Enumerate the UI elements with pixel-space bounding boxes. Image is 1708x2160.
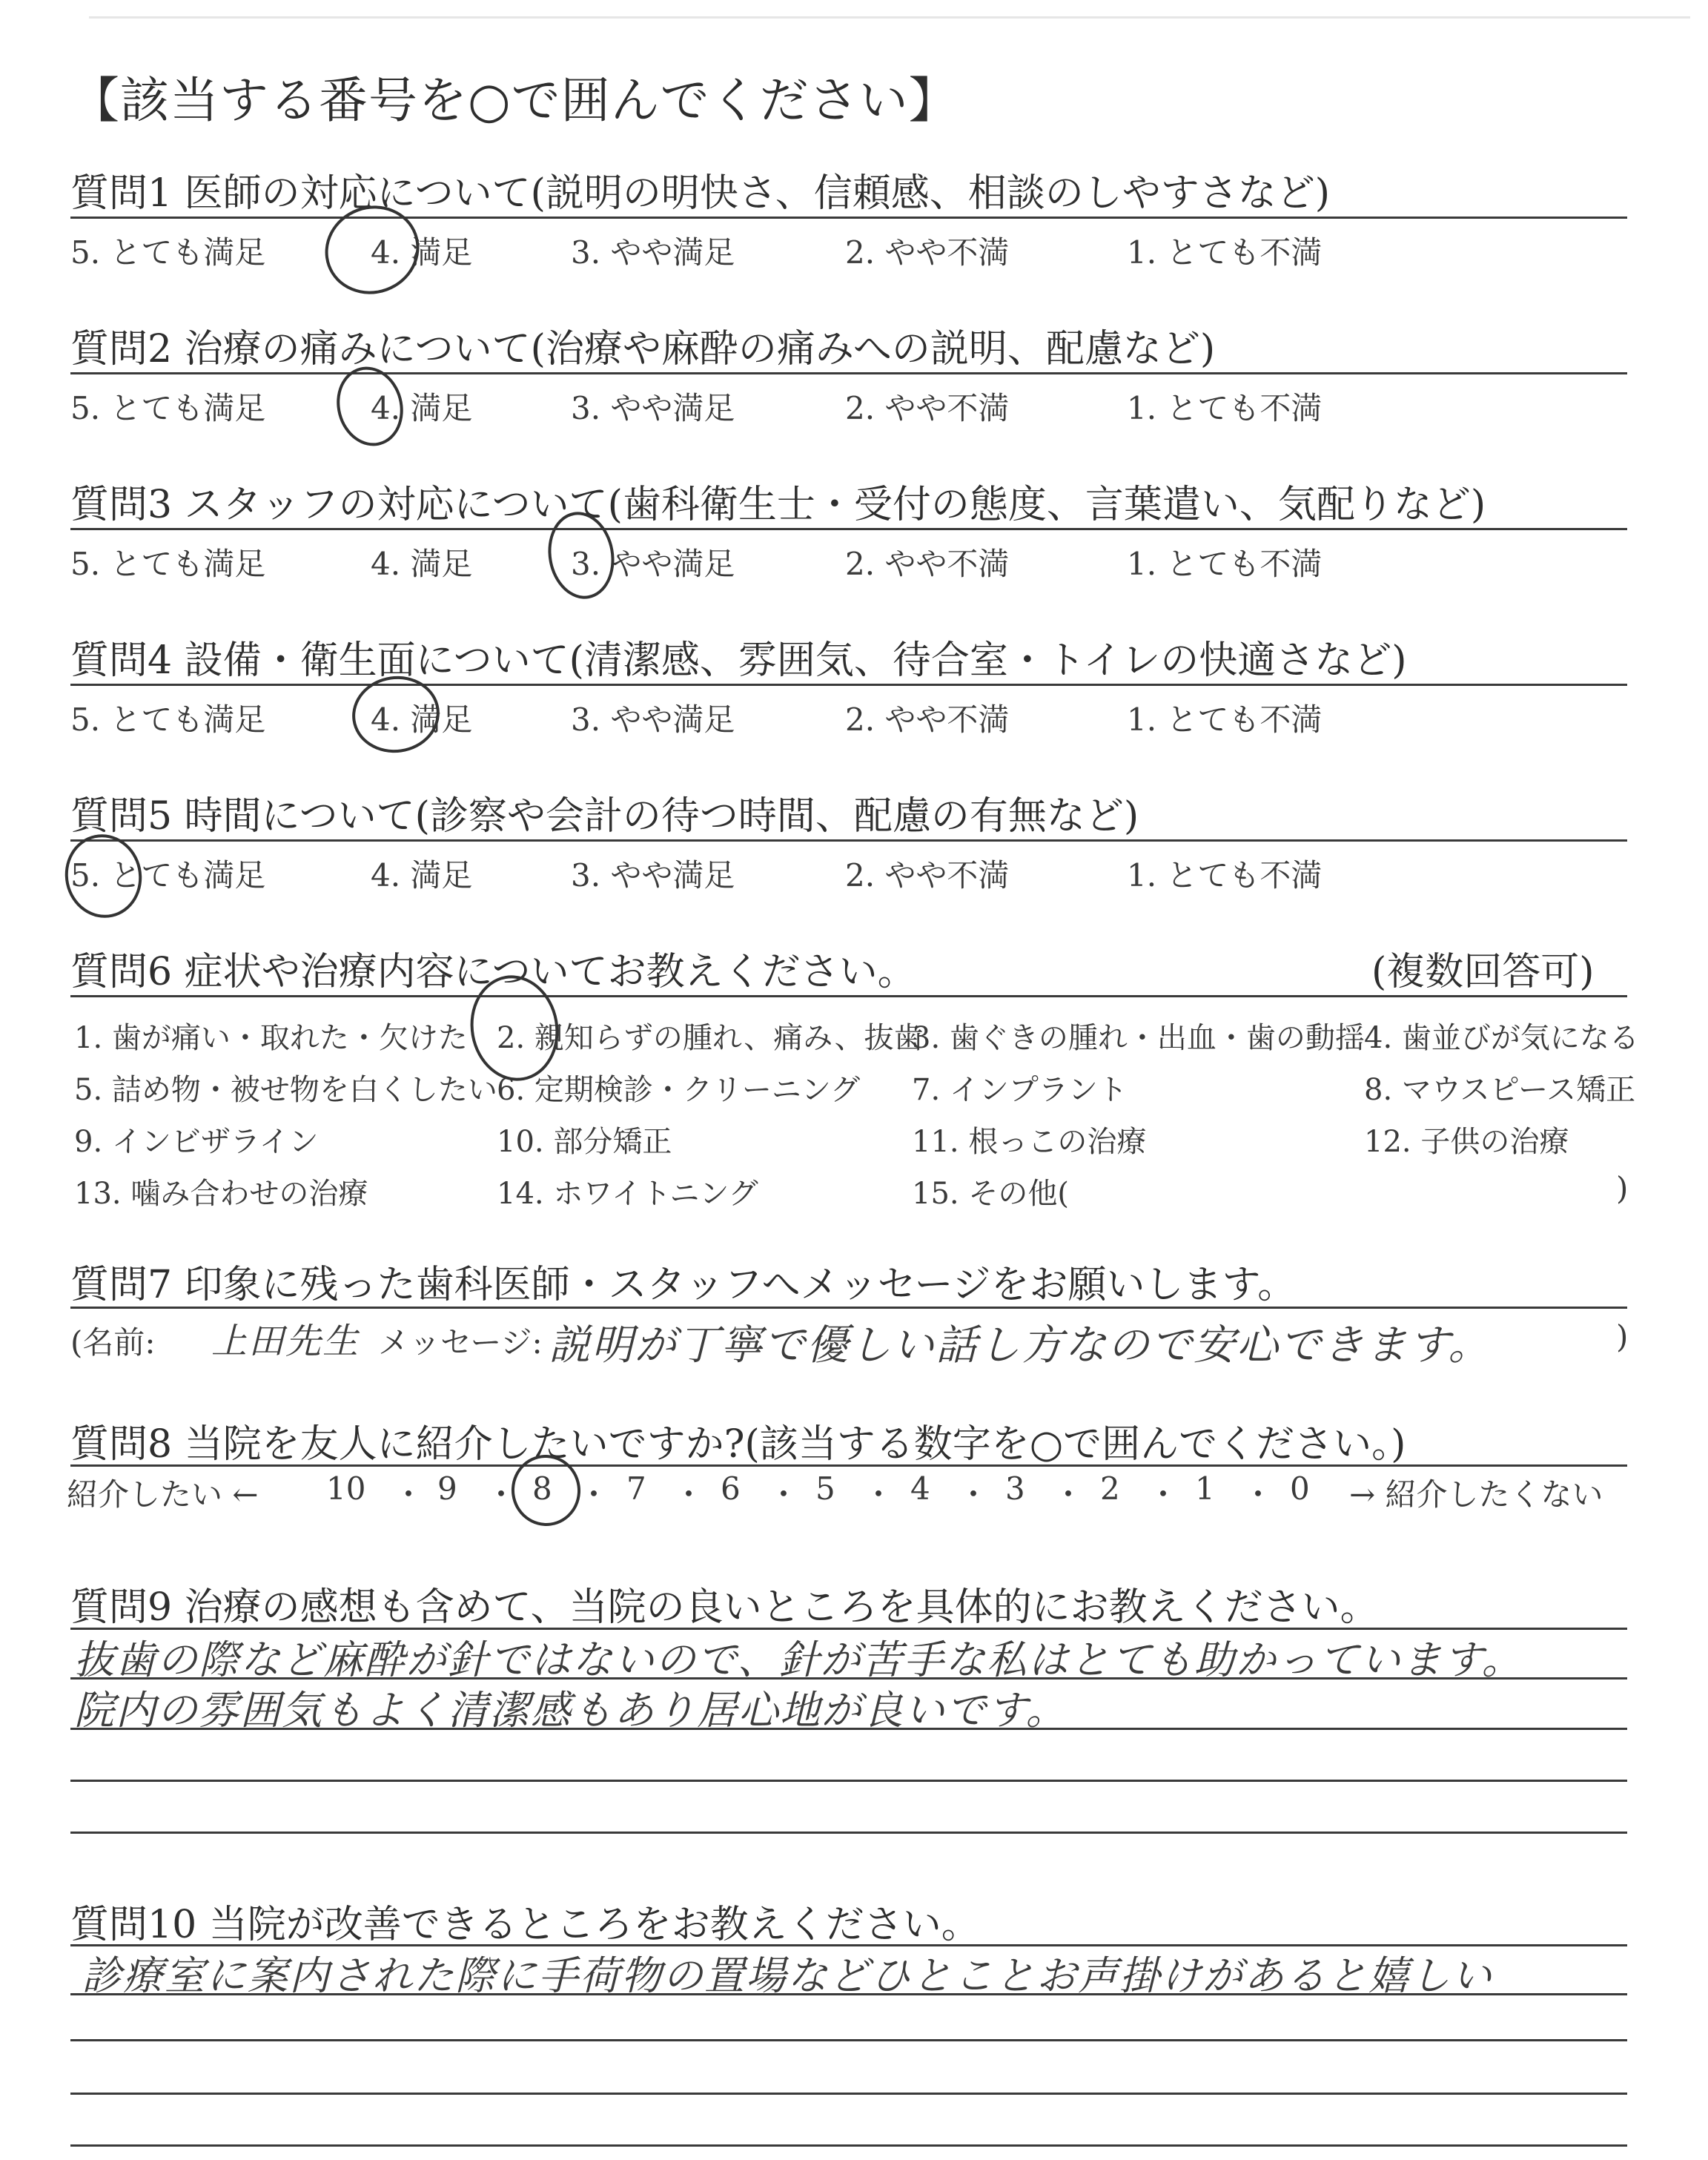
q2-option-5[interactable]: 5. とても満足 [70, 390, 266, 426]
question-4-rule [70, 684, 1627, 686]
q6-item-14[interactable]: 14. ホワイトニング [497, 1177, 758, 1211]
q8-number-9[interactable]: 9 [437, 1470, 457, 1507]
q6-item-5[interactable]: 5. 詰め物・被せ物を白くしたい [74, 1073, 497, 1107]
q5-option-1[interactable]: 1. とても不満 [1127, 857, 1323, 894]
q10-answer-line-1[interactable]: 診療室に案内された際に手荷物の置場などひとことお声掛けがあると嬉しい [82, 1952, 1493, 1999]
q5-option-2[interactable]: 2. やや不満 [845, 857, 1010, 894]
q8-number-6[interactable]: 6 [721, 1470, 741, 1507]
q7-message-label: メッセージ: [378, 1324, 543, 1361]
question-3-label: 質問3 スタッフの対応について(歯科衛生士・受付の態度、言葉遣い、気配りなど) [70, 483, 1486, 527]
q6-item-7[interactable]: 7. インプラント [912, 1073, 1128, 1107]
q8-dot: ・ [393, 1476, 425, 1513]
q8-dot: ・ [578, 1476, 610, 1513]
q8-number-2[interactable]: 2 [1100, 1470, 1120, 1507]
q5-option-3[interactable]: 3. やや満足 [571, 857, 735, 894]
q8-left-label: 紹介したい ← [67, 1476, 259, 1513]
q9-answer-line-1[interactable]: 抜歯の際など麻酔が針ではないので、針が苦手な私はとても助かっています。 [74, 1636, 1523, 1683]
q2-option-3[interactable]: 3. やや満足 [571, 390, 735, 426]
question-6-rule [70, 995, 1627, 997]
question-2-rule [70, 372, 1627, 374]
q3-option-1[interactable]: 1. とても不満 [1127, 546, 1323, 582]
question-5-label: 質問5 時間について(診察や会計の待つ時間、配慮の有無など) [70, 794, 1139, 839]
q8-dot: ・ [863, 1476, 895, 1513]
q5-selection-circle [57, 828, 149, 925]
question-4-label: 質問4 設備・衛生面について(清潔感、雰囲気、待合室・トイレの快適さなど) [70, 638, 1407, 683]
q5-option-4[interactable]: 4. 満足 [371, 857, 473, 894]
q8-number-10[interactable]: 10 [326, 1470, 366, 1507]
q2-option-4[interactable]: 4. 満足 [371, 390, 473, 426]
q9-line-5 [70, 1832, 1627, 1834]
top-edge [89, 16, 1690, 19]
q8-dot: ・ [673, 1476, 705, 1513]
q3-option-3[interactable]: 3. やや満足 [571, 546, 735, 582]
q6-item-11[interactable]: 11. 根っこの治療 [912, 1125, 1147, 1159]
question-1-rule [70, 217, 1627, 219]
q1-option-1[interactable]: 1. とても不満 [1127, 234, 1323, 271]
question-8-label: 質問8 当院を友人に紹介したいですか?(該当する数字を○で囲んでください。) [70, 1422, 1406, 1467]
q6-item-12[interactable]: 12. 子供の治療 [1364, 1125, 1569, 1159]
q4-option-4[interactable]: 4. 満足 [371, 701, 473, 738]
q8-dot: ・ [768, 1476, 800, 1513]
q7-name-label: (名前: [70, 1324, 156, 1361]
q7-close-paren: ) [1616, 1318, 1629, 1355]
question-6-label: 質問6 症状や治療内容についてお教えください。 [70, 950, 916, 994]
q8-right-label: → 紹介したくない [1349, 1476, 1603, 1513]
q8-dot: ・ [1148, 1476, 1179, 1513]
q8-number-4[interactable]: 4 [910, 1470, 930, 1507]
question-10-label: 質問10 当院が改善できるところをお教えください。 [70, 1903, 980, 1947]
q6-item-4[interactable]: 4. 歯並びが気になる [1364, 1021, 1639, 1055]
question-5-rule [70, 839, 1627, 842]
q3-option-4[interactable]: 4. 満足 [371, 546, 473, 582]
q10-line-2 [70, 1993, 1627, 1995]
q8-dot: ・ [486, 1476, 517, 1513]
question-7-rule [70, 1307, 1627, 1309]
q8-number-0[interactable]: 0 [1290, 1470, 1310, 1507]
q6-item-13[interactable]: 13. 噛み合わせの治療 [74, 1177, 368, 1211]
q4-option-1[interactable]: 1. とても不満 [1127, 701, 1323, 738]
q1-option-5[interactable]: 5. とても満足 [70, 234, 266, 271]
question-6-note: (複数回答可) [1371, 950, 1595, 994]
q1-option-2[interactable]: 2. やや不満 [845, 234, 1010, 271]
q4-option-5[interactable]: 5. とても満足 [70, 701, 266, 738]
q3-option-5[interactable]: 5. とても満足 [70, 546, 266, 582]
q7-name-value[interactable]: 上田先生 [211, 1321, 360, 1362]
q10-line-3 [70, 2039, 1627, 2041]
q8-number-1[interactable]: 1 [1195, 1470, 1215, 1507]
q6-other-close-paren: ) [1616, 1170, 1629, 1206]
q6-item-6[interactable]: 6. 定期検診・クリーニング [497, 1073, 861, 1107]
q6-item-8[interactable]: 8. マウスピース矯正 [1364, 1073, 1636, 1107]
page-title: 【該当する番号を○で囲んでください】 [70, 72, 959, 129]
q10-line-5 [70, 2144, 1627, 2147]
question-7-label: 質問7 印象に残った歯科医師・スタッフへメッセージをお願いします。 [70, 1263, 1297, 1307]
q10-line-4 [70, 2093, 1627, 2095]
question-9-label: 質問9 治療の感想も含めて、当院の良いところを具体的にお教えください。 [70, 1585, 1379, 1630]
q4-option-2[interactable]: 2. やや不満 [845, 701, 1010, 738]
q9-line-3 [70, 1728, 1627, 1730]
q8-number-7[interactable]: 7 [626, 1470, 646, 1507]
q6-item-9[interactable]: 9. インビザライン [74, 1125, 319, 1159]
q8-dot: ・ [958, 1476, 990, 1513]
q3-option-2[interactable]: 2. やや不満 [845, 546, 1010, 582]
question-8-rule [70, 1464, 1627, 1467]
q4-option-3[interactable]: 3. やや満足 [571, 701, 735, 738]
q9-answer-line-2[interactable]: 院内の雰囲気もよく清潔感もあり居心地が良いです。 [74, 1687, 1068, 1734]
q6-item-3[interactable]: 3. 歯ぐきの腫れ・出血・歯の動揺 [912, 1021, 1365, 1055]
q6-item-10[interactable]: 10. 部分矯正 [497, 1125, 672, 1159]
question-1-label: 質問1 医師の対応について(説明の明快さ、信頼感、相談のしやすさなど) [70, 171, 1331, 216]
q8-number-5[interactable]: 5 [815, 1470, 835, 1507]
q7-message-value[interactable]: 説明が丁寧で優しい話し方なので安心できます。 [549, 1321, 1492, 1370]
q6-item-15[interactable]: 15. その他( [912, 1177, 1069, 1211]
q9-line-4 [70, 1780, 1627, 1782]
question-2-label: 質問2 治療の痛みについて(治療や麻酔の痛みへの説明、配慮など) [70, 327, 1216, 371]
q8-number-3[interactable]: 3 [1005, 1470, 1025, 1507]
q8-dot: ・ [1242, 1476, 1274, 1513]
q6-item-2[interactable]: 2. 親知らずの腫れ、痛み、抜歯 [497, 1021, 924, 1055]
q1-option-3[interactable]: 3. やや満足 [571, 234, 735, 271]
q2-option-1[interactable]: 1. とても不満 [1127, 390, 1323, 426]
q8-dot: ・ [1053, 1476, 1085, 1513]
q2-option-2[interactable]: 2. やや不満 [845, 390, 1010, 426]
q1-option-4[interactable]: 4. 満足 [371, 234, 473, 271]
q6-item-1[interactable]: 1. 歯が痛い・取れた・欠けた [74, 1021, 468, 1055]
q8-number-8[interactable]: 8 [532, 1470, 552, 1507]
question-3-rule [70, 528, 1627, 530]
q5-option-5[interactable]: 5. とても満足 [70, 857, 266, 894]
